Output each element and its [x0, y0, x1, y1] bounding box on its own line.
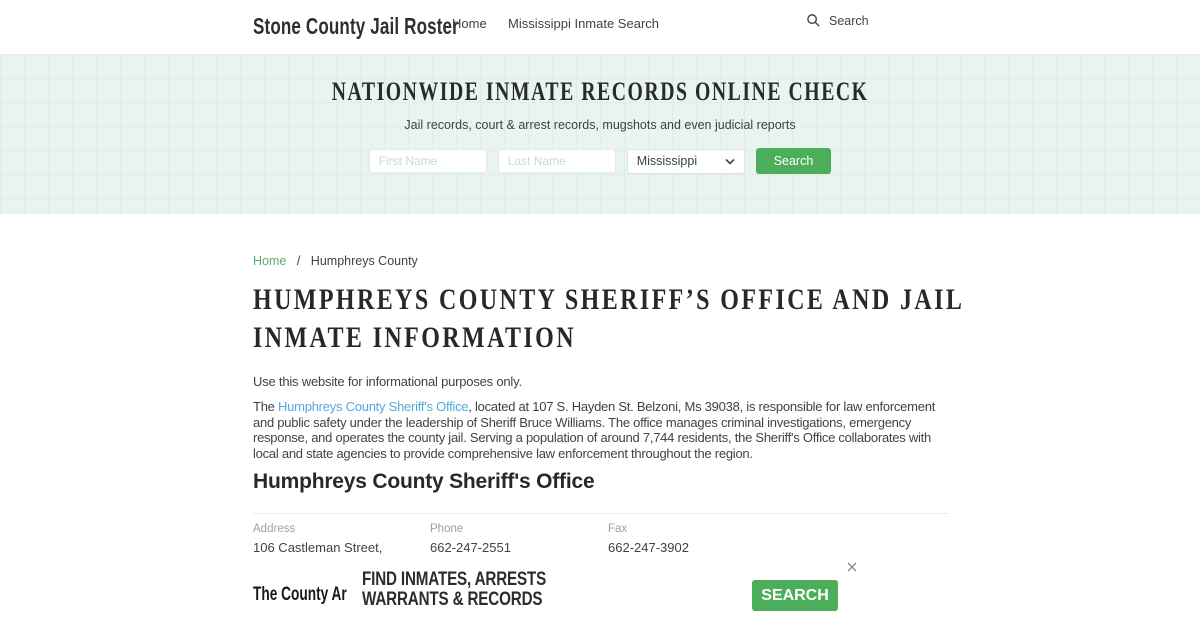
ad-headline [362, 570, 592, 610]
page-title-line-1: HUMPHREYS COUNTY SHERIFF’S OFFICE AND JAIL [253, 283, 965, 316]
inmate-search-form [0, 148, 1200, 174]
office-description-rest: , located at 107 S. Hayden St. Belzoni, Ms 39038, is responsible for law enforcement and public safety under the leadership of Sheriff Bruce Williams. The office manages criminal investigations, emergency response, and operates the county jail. Serving a population of around 7,744 residents, the Sheriff's Office collaborates with local and state agencies to provide comprehensive law enforcement throughout the region. [253, 399, 936, 461]
state-select-value: Mississippi [636, 154, 698, 168]
chevron-down-icon [725, 158, 735, 165]
main-content [253, 214, 965, 588]
nav-item-mississippi-inmate-search[interactable]: Mississippi Inmate Search [508, 16, 659, 31]
section-divider [253, 513, 949, 514]
office-description [253, 399, 949, 461]
hero-subtitle: Jail records, court & arrest records, mugshots and even judicial reports [404, 118, 796, 132]
ad-brand-text: The County Ar [253, 584, 347, 605]
last-name-input[interactable] [498, 149, 616, 173]
phone-value: 662-247-2551 [430, 540, 511, 555]
hero-search-button[interactable]: Search [756, 148, 832, 174]
fax-label: Fax [608, 523, 628, 535]
header-search-label: Search [829, 13, 869, 28]
ad-banner[interactable] [0, 558, 1200, 620]
hero-banner [0, 54, 1200, 214]
page-title [253, 281, 965, 357]
ad-search-button[interactable]: SEARCH [752, 580, 838, 611]
ad-headline-line-1: FIND INMATES, ARRESTS [362, 569, 547, 590]
page-title-line-2: INMATE INFORMATION [253, 321, 576, 354]
office-description-prefix: The [253, 399, 279, 414]
disclaimer-text: Use this website for informational purposes only. [253, 374, 522, 389]
address-label: Address [253, 523, 296, 535]
address-line-1: 106 Castleman Street, [253, 540, 383, 555]
office-heading: Humphreys County Sheriff's Office [253, 470, 595, 493]
ad-close-icon[interactable] [845, 560, 859, 574]
breadcrumb-separator: / [296, 254, 301, 268]
phone-label: Phone [430, 523, 464, 535]
site-logo[interactable] [253, 13, 531, 40]
state-select[interactable] [627, 149, 745, 174]
breadcrumb-home-link[interactable]: Home [253, 254, 287, 268]
ad-headline-line-2: WARRANTS & RECORDS [362, 589, 543, 610]
breadcrumb [253, 214, 949, 268]
sheriffs-office-link[interactable]: Humphreys County Sheriff's Office [278, 399, 469, 414]
site-logo-text: Stone County Jail Roster [253, 13, 459, 39]
top-header [0, 0, 1200, 54]
hero-title: NATIONWIDE INMATE RECORDS ONLINE CHECK [331, 77, 869, 106]
first-name-input[interactable] [369, 149, 487, 173]
breadcrumb-current: Humphreys County [310, 254, 418, 268]
header-search-button[interactable] [806, 13, 869, 28]
nav-item-home[interactable]: Home [452, 16, 487, 31]
fax-value: 662-247-3902 [608, 540, 689, 555]
search-icon [806, 13, 821, 28]
